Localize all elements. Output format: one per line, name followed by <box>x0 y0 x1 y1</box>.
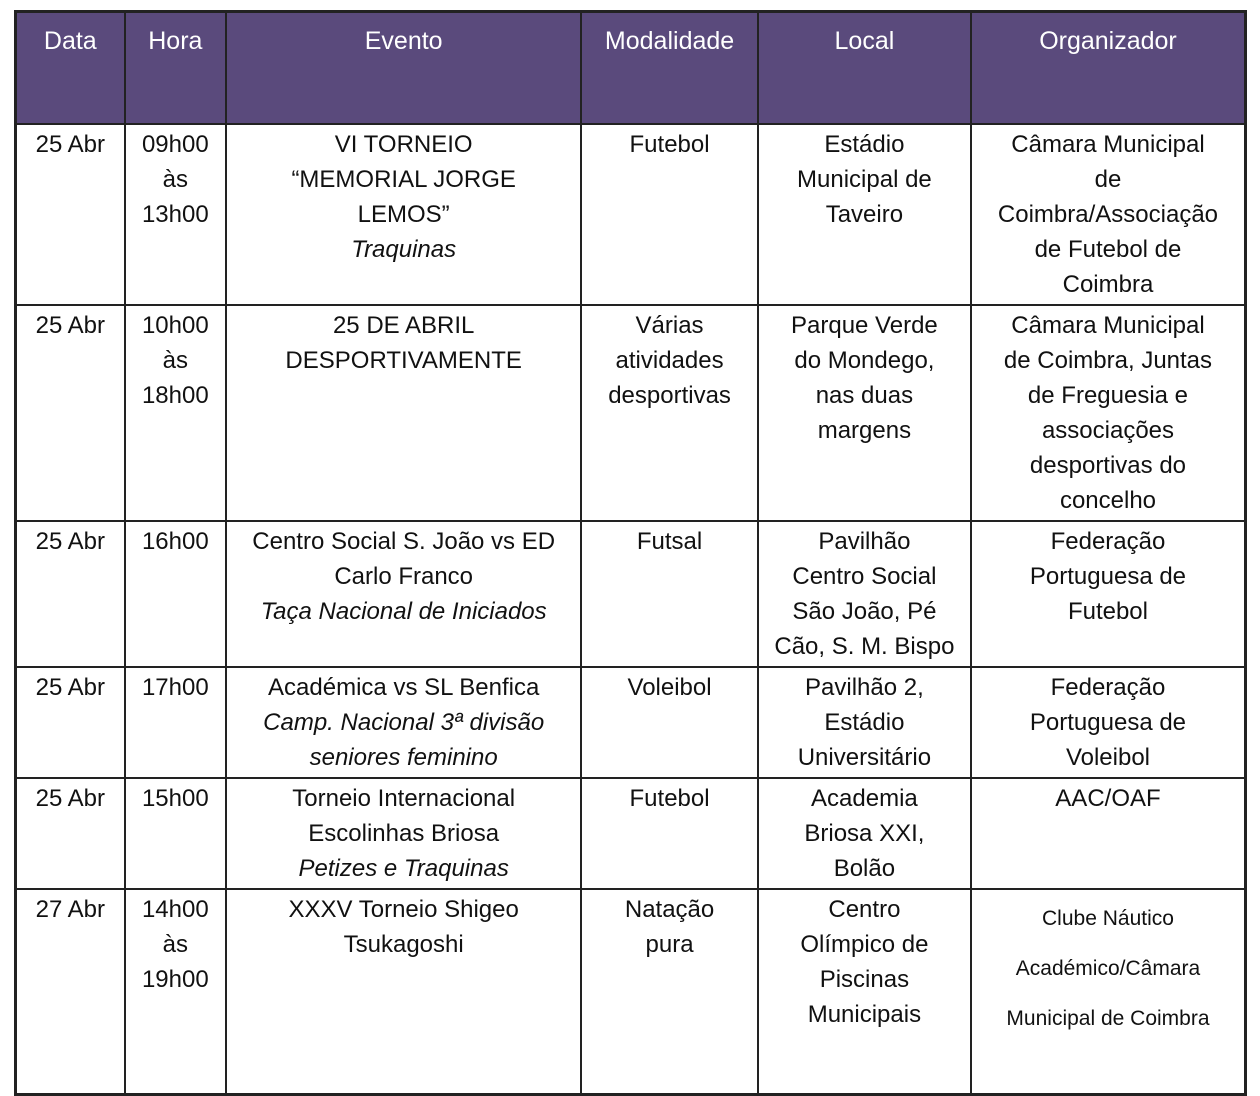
cell-local <box>758 778 971 889</box>
events-table <box>14 10 1247 1096</box>
cell-modalidade <box>581 305 758 521</box>
cell-local <box>758 124 971 305</box>
cell-line: Futebol <box>1067 598 1148 625</box>
cell-line: Bolão <box>833 855 896 882</box>
cell-line: atividades <box>615 347 724 374</box>
cell-line: Pavilhão <box>818 528 911 555</box>
cell-hora <box>125 521 226 667</box>
events-table-container <box>14 10 1247 1075</box>
cell-line: desportivas <box>608 382 731 409</box>
cell-line: Centro <box>828 896 901 923</box>
cell-line: Câmara Municipal <box>1011 131 1205 158</box>
header-row <box>16 12 1246 125</box>
cell-line: Academia <box>811 785 918 812</box>
cell-line: Carlo Franco <box>334 563 474 590</box>
cell-line: Futsal <box>636 528 703 555</box>
table-row <box>16 521 1246 667</box>
cell-line: Natação <box>624 896 715 923</box>
cell-organizador <box>971 305 1246 521</box>
header-modalidade: Modalidade <box>581 12 758 125</box>
cell-line: Taveiro <box>825 201 904 228</box>
cell-line: associações <box>1041 417 1175 444</box>
cell-line: AAC/OAF <box>1055 785 1161 812</box>
cell-line: 25 DE ABRIL <box>332 312 475 339</box>
cell-evento <box>226 521 581 667</box>
cell-line: nas duas <box>815 382 914 409</box>
table-row <box>16 778 1246 889</box>
cell-line: Coimbra <box>1062 271 1154 298</box>
cell-local <box>758 889 971 1094</box>
cell-line: Centro Social <box>792 563 937 590</box>
header-data: Data <box>16 12 125 125</box>
cell-line: Cão, S. M. Bispo <box>774 633 955 660</box>
cell-line: desportivas do <box>1029 452 1187 479</box>
cell-line: Centro Social S. João vs ED <box>252 528 556 555</box>
cell-line: Traquinas <box>351 236 457 263</box>
cell-line: Coimbra/Associação <box>997 201 1219 228</box>
cell-line: 16h00 <box>141 528 209 555</box>
cell-line: Olímpico de <box>800 931 929 958</box>
cell-line: 10h00 <box>141 312 209 339</box>
cell-data: 25 Abr <box>16 124 125 305</box>
cell-hora <box>125 305 226 521</box>
cell-line: Académico/Câmara <box>1015 957 1201 980</box>
cell-modalidade <box>581 124 758 305</box>
cell-organizador <box>971 521 1246 667</box>
cell-line: seniores feminino <box>309 744 498 771</box>
header-local: Local <box>758 12 971 125</box>
cell-line: Portuguesa de <box>1029 709 1187 736</box>
cell-line: LEMOS” <box>357 201 450 228</box>
cell-local <box>758 521 971 667</box>
cell-line: Federação <box>1050 528 1166 555</box>
cell-local <box>758 305 971 521</box>
cell-modalidade <box>581 889 758 1094</box>
cell-evento <box>226 889 581 1094</box>
cell-line: Câmara Municipal <box>1011 312 1205 339</box>
cell-line: Voleibol <box>627 674 712 701</box>
cell-line: Pavilhão 2, <box>805 674 924 701</box>
cell-line: 15h00 <box>141 785 209 812</box>
cell-line: às <box>162 347 189 374</box>
cell-hora <box>125 778 226 889</box>
cell-line: Municipais <box>807 1001 922 1028</box>
cell-data: 25 Abr <box>16 778 125 889</box>
cell-line: de Futebol de <box>1034 236 1182 263</box>
cell-line: 13h00 <box>141 201 209 228</box>
cell-line: concelho <box>1059 487 1157 514</box>
cell-evento <box>226 667 581 778</box>
cell-modalidade <box>581 667 758 778</box>
cell-evento <box>226 778 581 889</box>
header-hora: Hora <box>125 12 226 125</box>
table-row <box>16 889 1246 1094</box>
cell-evento <box>226 124 581 305</box>
cell-line: 19h00 <box>141 966 209 993</box>
cell-line: Federação <box>1050 674 1166 701</box>
cell-line: XXXV Torneio Shigeo <box>288 896 519 923</box>
cell-line: Clube Náutico <box>1042 907 1174 930</box>
cell-data: 27 Abr <box>16 889 125 1094</box>
table-row <box>16 667 1246 778</box>
cell-line: 17h00 <box>141 674 209 701</box>
cell-line: Portuguesa de <box>1029 563 1187 590</box>
header-evento: Evento <box>226 12 581 125</box>
cell-line: DESPORTIVAMENTE <box>285 347 522 374</box>
cell-line: Futebol <box>629 131 710 158</box>
cell-line: de Coimbra, Juntas <box>1003 347 1213 374</box>
cell-line: do Mondego, <box>794 347 935 374</box>
cell-data: 25 Abr <box>16 305 125 521</box>
cell-line: “MEMORIAL JORGE <box>291 166 516 193</box>
cell-organizador <box>971 889 1246 1094</box>
table-body <box>16 124 1246 1094</box>
cell-organizador <box>971 124 1246 305</box>
cell-hora <box>125 667 226 778</box>
cell-line: de Freguesia e <box>1027 382 1189 409</box>
cell-line: Piscinas <box>819 966 910 993</box>
cell-organizador <box>971 667 1246 778</box>
header-organizador: Organizador <box>971 12 1246 125</box>
cell-line: Várias <box>635 312 704 339</box>
cell-line: VI TORNEIO <box>334 131 473 158</box>
cell-line: Petizes e Traquinas <box>298 855 509 882</box>
cell-organizador <box>971 778 1246 889</box>
cell-modalidade <box>581 521 758 667</box>
cell-line: Briosa XXI, <box>804 820 925 847</box>
cell-line: Tsukagoshi <box>343 931 464 958</box>
cell-line: de <box>1094 166 1122 193</box>
cell-line: às <box>162 931 189 958</box>
cell-line: Camp. Nacional 3ª divisão <box>263 709 545 736</box>
table-row <box>16 305 1246 521</box>
cell-line: pura <box>645 931 694 958</box>
cell-line: às <box>162 166 189 193</box>
cell-evento <box>226 305 581 521</box>
cell-line: 09h00 <box>141 131 209 158</box>
table-row <box>16 124 1246 305</box>
cell-line: Estádio <box>824 709 905 736</box>
cell-line: Torneio Internacional <box>292 785 516 812</box>
cell-line: São João, Pé <box>792 598 937 625</box>
cell-line: 18h00 <box>141 382 209 409</box>
cell-line: Universitário <box>797 744 932 771</box>
cell-line: Académica vs SL Benfica <box>268 674 540 701</box>
cell-line: Futebol <box>629 785 710 812</box>
cell-data: 25 Abr <box>16 521 125 667</box>
cell-line: Escolinhas Briosa <box>308 820 500 847</box>
cell-line: Municipal de Coimbra <box>1006 1007 1210 1030</box>
cell-line: Estádio <box>824 131 905 158</box>
cell-line: Parque Verde <box>791 312 938 339</box>
cell-line: 14h00 <box>141 896 209 923</box>
cell-line: margens <box>817 417 912 444</box>
cell-line: Municipal de <box>797 166 932 193</box>
cell-data: 25 Abr <box>16 667 125 778</box>
cell-line: Taça Nacional de Iniciados <box>260 598 547 625</box>
cell-line: Voleibol <box>1065 744 1151 771</box>
cell-hora <box>125 889 226 1094</box>
cell-modalidade <box>581 778 758 889</box>
cell-hora <box>125 124 226 305</box>
cell-local <box>758 667 971 778</box>
